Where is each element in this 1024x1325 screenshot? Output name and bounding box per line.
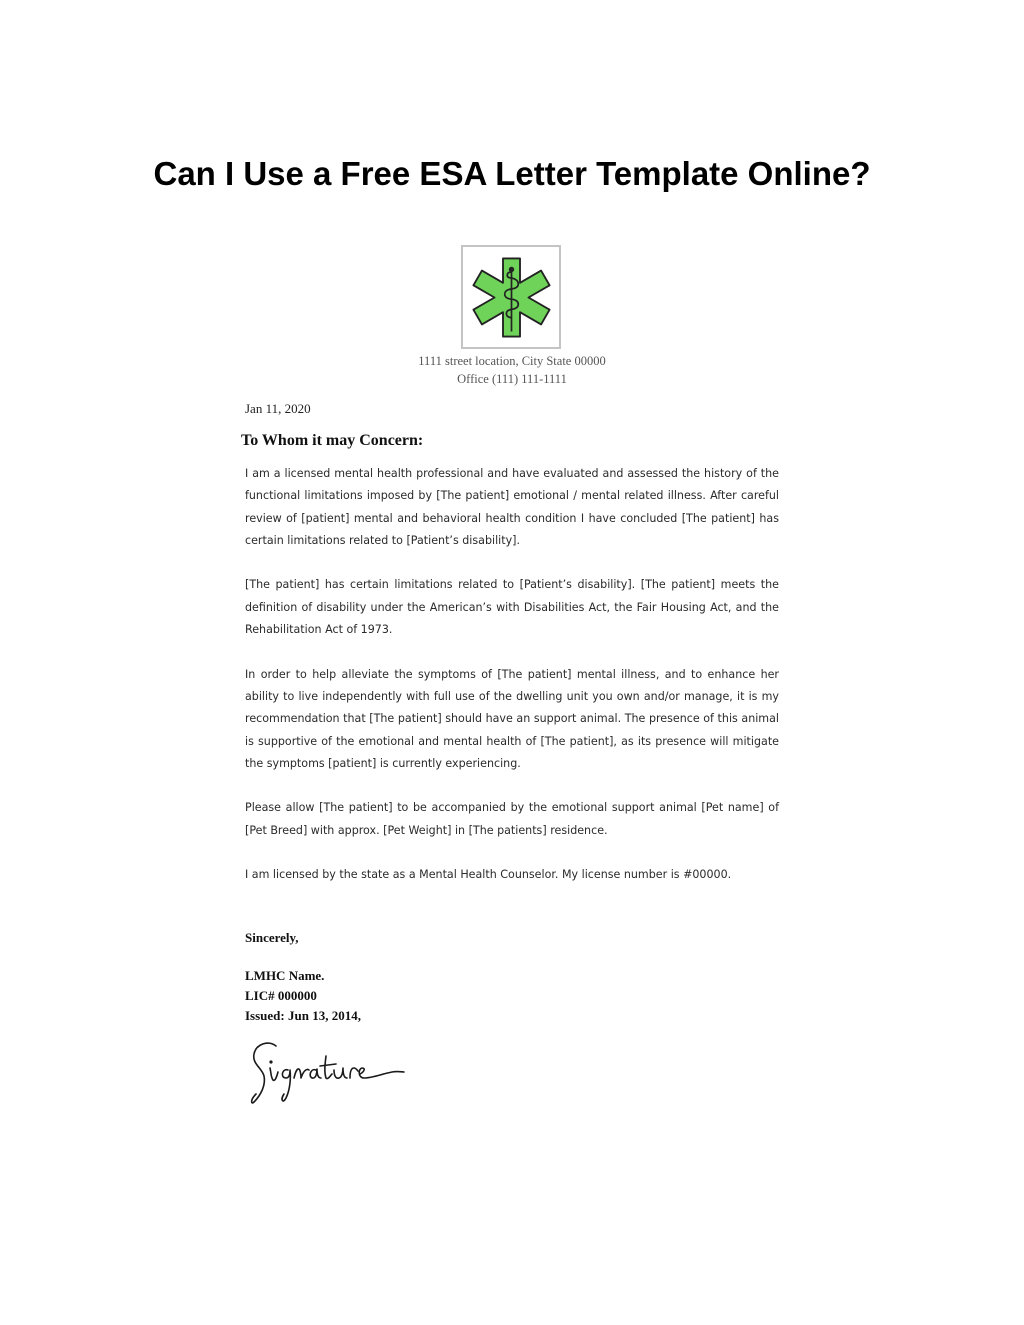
letter-date: Jan 11, 2020 [245, 401, 311, 416]
page-title: Can I Use a Free ESA Letter Template Online? [153, 155, 871, 192]
closing-sincerely: Sincerely, [245, 930, 299, 945]
handwritten-signature [246, 1038, 411, 1110]
body-paragraph: I am a licensed mental health professional and have evaluated and assessed the history of the functional limitations imposed by [The patient] emotional / mental related illness. After careful review of [patient] mental and behavioral health condition I have concluded [The patient] has certain limitations related to [Patient’s disability]. [245, 467, 779, 547]
license-number: LIC# 000000 [245, 988, 317, 1003]
issued-date: Issued: Jun 13, 2014, [245, 1008, 361, 1023]
body-paragraph: I am licensed by the state as a Mental Health Counselor. My license number is #00000. [245, 868, 732, 882]
clinic-logo [461, 245, 561, 349]
letter-body [245, 463, 779, 909]
body-paragraph: Please allow [The patient] to be accompanied by the emotional support animal [Pet name] of [Pet Breed] with approx. [Pet Weight] in [The patients] residence. [245, 801, 779, 837]
signer-name: LMHC Name. [245, 968, 325, 983]
body-paragraph: In order to help alleviate the symptoms of [The patient] mental illness, and to enhance her ability to live independently with full use of the dwelling unit you own and/or manage, it is my recommendation that [The patient] should have an support animal. The presence of this animal is supportive of the emotional and mental health of [The patient], as its presence will mitigate the symptoms [patient] is currently experiencing. [245, 667, 779, 770]
body-paragraph: [The patient] has certain limitations related to [Patient’s disability]. [The patient] meets the definition of disability under the American’s with Disabilities Act, the Fair Housing Act, and the Rehabilitation Act of 1973. [245, 578, 779, 637]
salutation: To Whom it may Concern: [241, 432, 424, 449]
star-of-life-icon [469, 255, 554, 340]
address-line: 1111 street location, City State 00000 [418, 354, 606, 368]
office-phone-line: Office (111) 111-1111 [457, 372, 567, 386]
